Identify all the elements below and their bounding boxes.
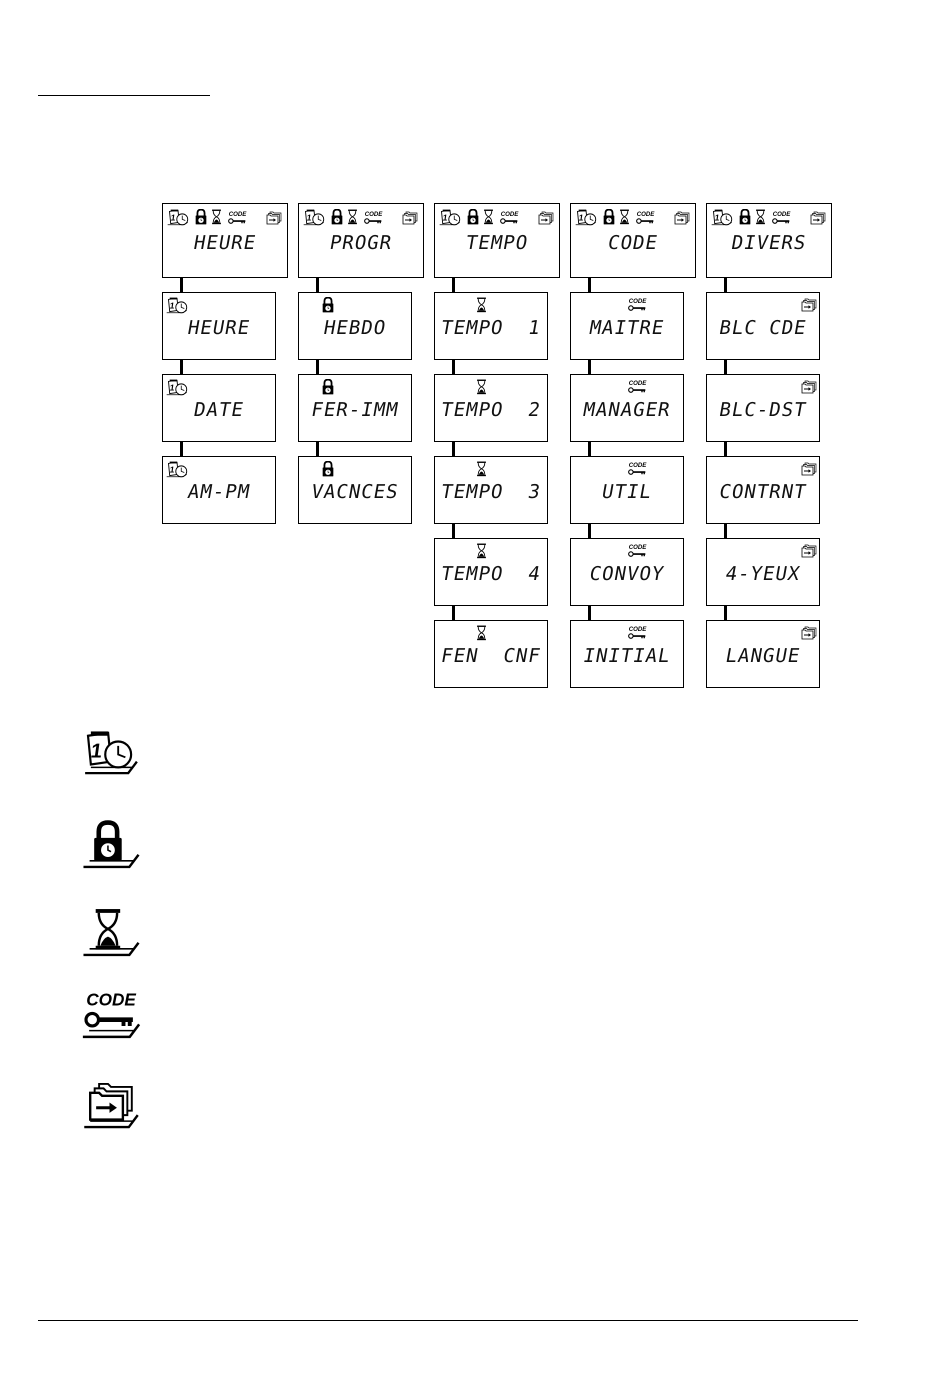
folders-arrow-icon <box>78 1078 144 1134</box>
submenu-item-label: HEBDO <box>321 317 389 339</box>
svg-text:CODE: CODE <box>500 211 519 219</box>
menu-header-label: TEMPO <box>463 232 531 254</box>
submenu-item-clock-2[interactable] <box>162 374 276 442</box>
menu-header-code[interactable] <box>570 203 696 278</box>
tree-connector <box>588 524 591 538</box>
submenu-item-misc-4[interactable] <box>706 538 820 606</box>
submenu-item-clock-1[interactable] <box>162 292 276 360</box>
tree-connector <box>316 360 319 374</box>
submenu-item-code-5[interactable] <box>570 620 684 688</box>
svg-text:CODE: CODE <box>772 211 791 219</box>
tree-connector <box>452 442 455 456</box>
tree-connector <box>588 442 591 456</box>
padlock-clock-icon <box>321 379 335 399</box>
hourglass-icon <box>476 461 487 481</box>
svg-text:CODE: CODE <box>628 626 647 634</box>
menu-icon-strip <box>575 208 691 226</box>
calendar-clock-icon <box>166 297 188 318</box>
submenu-item-timer-2[interactable] <box>434 374 548 442</box>
svg-text:1: 1 <box>170 212 177 223</box>
folders-arrow-icon <box>800 543 818 562</box>
submenu-item-code-2[interactable] <box>570 374 684 442</box>
submenu-item-label: 4-YEUX <box>723 563 803 585</box>
svg-text:CODE: CODE <box>628 380 647 388</box>
code-key-icon <box>78 990 144 1044</box>
submenu-item-label: BLC-DST <box>717 399 809 421</box>
submenu-item-label: FEN CNF <box>439 645 543 667</box>
calendar-clock-icon <box>166 379 188 400</box>
code-key-icon <box>627 297 647 316</box>
tree-connector <box>316 442 319 456</box>
submenu-item-label: MAITRE <box>587 317 667 339</box>
tree-connector <box>724 442 727 456</box>
svg-text:1: 1 <box>306 212 313 223</box>
code-key-icon <box>627 379 647 398</box>
tree-connector <box>588 606 591 620</box>
menu-header-program[interactable] <box>298 203 424 278</box>
submenu-item-timer-5[interactable] <box>434 620 548 688</box>
svg-text:1: 1 <box>169 464 176 475</box>
submenu-item-label: UTIL <box>600 481 654 503</box>
submenu-item-code-3[interactable] <box>570 456 684 524</box>
svg-text:1: 1 <box>169 300 176 311</box>
svg-text:CODE: CODE <box>628 462 647 470</box>
svg-text:CODE: CODE <box>228 211 247 219</box>
padlock-clock-icon <box>321 461 335 481</box>
hourglass-icon <box>476 625 487 645</box>
submenu-item-label: MANAGER <box>581 399 673 421</box>
calendar-clock-icon <box>78 730 144 780</box>
submenu-item-misc-5[interactable] <box>706 620 820 688</box>
submenu-item-timer-1[interactable] <box>434 292 548 360</box>
menu-icon-strip <box>303 208 419 226</box>
svg-text:CODE: CODE <box>636 211 655 219</box>
submenu-item-timer-4[interactable] <box>434 538 548 606</box>
submenu-item-label: HEURE <box>185 317 253 339</box>
folders-arrow-icon <box>800 297 818 316</box>
submenu-item-label: FER-IMM <box>309 399 401 421</box>
tree-connector <box>180 360 183 374</box>
svg-text:1: 1 <box>169 382 176 393</box>
hourglass-icon <box>476 543 487 563</box>
submenu-item-program-1[interactable] <box>298 292 412 360</box>
svg-text:CODE: CODE <box>628 298 647 306</box>
code-key-icon <box>627 461 647 480</box>
code-key-icon <box>627 625 647 644</box>
svg-text:CODE: CODE <box>364 211 383 219</box>
tree-connector <box>180 278 183 292</box>
submenu-item-label: TEMPO 4 <box>439 563 543 585</box>
submenu-item-code-4[interactable] <box>570 538 684 606</box>
calendar-clock-icon <box>166 461 188 482</box>
code-key-icon <box>627 543 647 562</box>
tree-connector <box>452 524 455 538</box>
submenu-item-label: AM-PM <box>185 481 253 503</box>
tree-connector <box>724 606 727 620</box>
svg-text:CODE: CODE <box>628 544 647 552</box>
submenu-item-timer-3[interactable] <box>434 456 548 524</box>
svg-text:1: 1 <box>442 212 449 223</box>
tree-connector <box>588 360 591 374</box>
footer-rule <box>38 1320 858 1321</box>
submenu-item-program-2[interactable] <box>298 374 412 442</box>
tree-connector <box>316 278 319 292</box>
folders-arrow-icon <box>800 379 818 398</box>
submenu-item-code-1[interactable] <box>570 292 684 360</box>
menu-header-timer[interactable] <box>434 203 560 278</box>
submenu-item-label: VACNCES <box>309 481 401 503</box>
menu-header-misc[interactable] <box>706 203 832 278</box>
menu-header-label: DIVERS <box>729 232 809 254</box>
tree-connector <box>452 360 455 374</box>
menu-header-label: HEURE <box>191 232 259 254</box>
menu-icon-strip <box>167 208 283 226</box>
tree-connector <box>724 524 727 538</box>
hourglass-icon <box>78 906 144 962</box>
menu-header-label: PROGR <box>327 232 395 254</box>
section-heading-rule <box>38 95 210 96</box>
tree-connector <box>724 278 727 292</box>
hourglass-icon <box>476 297 487 317</box>
folders-arrow-icon <box>800 625 818 644</box>
hourglass-icon <box>476 379 487 399</box>
submenu-item-label: INITIAL <box>581 645 673 667</box>
submenu-item-label: TEMPO 1 <box>439 317 543 339</box>
svg-text:1: 1 <box>714 212 721 223</box>
submenu-item-label: BLC CDE <box>717 317 809 339</box>
submenu-item-label: TEMPO 3 <box>439 481 543 503</box>
submenu-item-label: CONTRNT <box>717 481 809 503</box>
svg-text:1: 1 <box>578 212 585 223</box>
submenu-item-label: TEMPO 2 <box>439 399 543 421</box>
submenu-item-label: CONVOY <box>587 563 667 585</box>
tree-connector <box>452 606 455 620</box>
tree-connector <box>452 278 455 292</box>
submenu-item-misc-2[interactable] <box>706 374 820 442</box>
menu-header-label: CODE <box>606 232 660 254</box>
tree-connector <box>180 442 183 456</box>
submenu-item-misc-3[interactable] <box>706 456 820 524</box>
folders-arrow-icon <box>800 461 818 480</box>
submenu-item-clock-3[interactable] <box>162 456 276 524</box>
svg-text:CODE: CODE <box>86 990 136 1010</box>
padlock-clock-icon <box>321 297 335 317</box>
tree-connector <box>588 278 591 292</box>
menu-icon-strip <box>439 208 555 226</box>
padlock-clock-icon <box>78 818 144 874</box>
menu-icon-strip <box>711 208 827 226</box>
menu-header-clock[interactable] <box>162 203 288 278</box>
submenu-item-program-3[interactable] <box>298 456 412 524</box>
tree-connector <box>724 360 727 374</box>
submenu-item-label: LANGUE <box>723 645 803 667</box>
submenu-item-misc-1[interactable] <box>706 292 820 360</box>
svg-text:1: 1 <box>89 740 104 763</box>
submenu-item-label: DATE <box>192 399 246 421</box>
